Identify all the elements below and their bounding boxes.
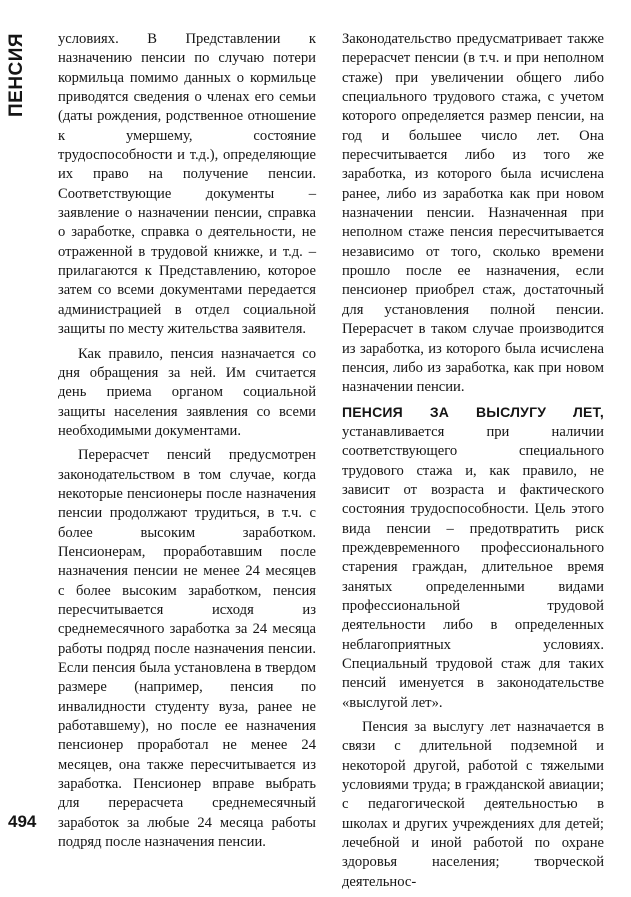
entry-term-long-service-pension: ПЕНСИЯ ЗА ВЫСЛУГУ ЛЕТ, — [342, 403, 604, 420]
paragraph-long-service-pension — [342, 403, 604, 714]
running-head: ПЕНСИЯ — [6, 32, 27, 118]
paragraph-pension-start-date: Как правило, пенсия назначается со дня обращения за ней. Им считается день приема органом социальной защиты населения заявления со всеми необходимыми документами. — [58, 345, 316, 439]
paragraph-pension-recalculation: Перерасчет пенсий предусмотрен законодательством в том случае, когда некоторые пенсионеры после назначения пенсии продолжают трудиться, в т.ч. с более высоким заработком. Пенсионерам, проработавшим после назначения пенсии не менее 24 месяцев с более высоким заработком, пенсия пересчитывается исходя из среднемесячного заработка за 24 месяца работы подряд после назначения пенсии. Если пенсия была установлена в твердом размере (например, пенсия по инвалидности студенту вуза, ранее не работавшему), но после ее назначения пенсионер проработал не менее 24 месяцев, она также пересчитывается из заработка. Пенсионер вправе выбрать для перерасчета среднемесячный заработок за любые 24 месяца работы подряд после назначения пенсии. — [58, 447, 316, 851]
paragraph-recalculation-seniority: Законодательство предусматривает также перерасчет пенсии (в т.ч. и при неполном стаже) при увеличении общего либо специального трудового стажа, с учетом которого определяется размер пенсии, на год и большее число лет. Она пересчитывается либо из того же заработка, из которого была исчислена ранее, либо из заработка как при новом назначении пенсии. Назначенная при неполном стаже пенсия пересчитывается независимо от того, сколько времени прошло после ее назначения, если пенсионер приобрел стаж, достаточный для установления полной пенсии. Перерасчет в таком случае производится из заработка, из которого была исчислена пенсия, либо из заработка, как при новом назначении пенсии. — [342, 31, 604, 396]
paragraph-survivor-pension-docs: условиях. В Представлении к назначению пенсии по случаю потери кормильца помимо данных о кормильце приводятся сведения о членах его семьи (даты рождения, родственное отношение к умершему, состояние трудоспособности и т.д.), определяющие их право на получение пенсии. Соответствующие документы – заявление о назначении пенсии, справка о заработке, справка о деятельности, не отраженной в трудовой книжке, и т.д. – прилагаются к Представлению, которое затем со всеми документами передается администрацией в отдел социальной защиты по месту жительства заявителя. — [58, 31, 316, 338]
left-column — [58, 30, 316, 857]
paragraph-long-service-grounds: Пенсия за выслугу лет назначается в связи с длительной подземной и некоторой другой, работой с тяжелыми условиями труда; в гражданской авиации; с педагогической деятельностью в школах и других учреждениях для детей; лечебной и иной работой по охране здоровья населения; творческой деятельнос- — [342, 719, 604, 890]
entry-definition: устанавливается при наличии соответствующего специального трудового стажа и, как правило, не зависит от возраста и фактического состояния трудоспособности. Цель этого вида пенсии – предотвратить риск преждевременного профессионального старения граждан, длительное время занятых определенными видами профессиональной трудовой деятельности либо в определенных неблагоприятных условиях. Специальный трудовой стаж для таких пенсий именуется в законодательстве «выслугой лет». — [342, 423, 604, 711]
page-number: 494 — [8, 812, 37, 831]
right-column — [342, 30, 604, 897]
